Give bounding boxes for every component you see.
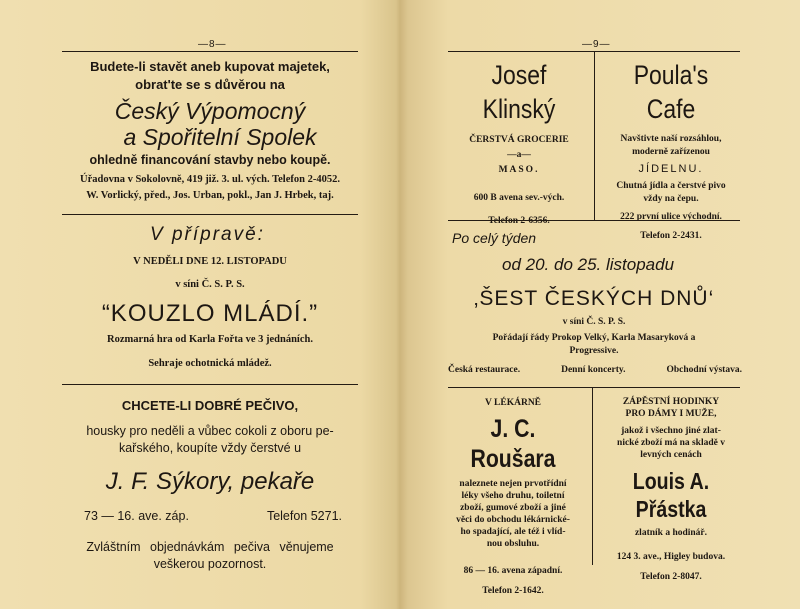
week-line3: v síni Č. S. P. S. [562,317,626,327]
watches-name: Louis A. Přástka [632,468,710,522]
ad3-line4: veškerou pozornost. [153,557,267,571]
right-page [402,0,800,609]
watches-l4: zlatník a hodinář. [634,528,708,538]
poula-line2: moderně zařízenou [632,147,710,157]
vertical-rule-top [594,51,595,221]
klinsky-line2: —a— [507,150,531,160]
ad-sest-ceskych-dnu [442,228,746,378]
watches-l2: nické zboží má na skladě v [617,438,725,448]
week-line1: Po celý týden [452,230,537,246]
page-number-right: —9— [582,39,611,50]
rule-right-1 [448,220,740,221]
pharmacy-name: J. C. Roušara [470,415,556,473]
ad-rousar-pharmacy [438,396,588,598]
ad1-line1: Budete-li stavět aneb kupovat majetek, [90,59,330,74]
ad3-heading: CHCETE-LI DOBRÉ PEČIVO, [121,398,299,413]
ad-sykora-bakery [62,396,358,573]
ad2-line2: v síni Č. S. P. S. [175,279,245,290]
ad3-name: J. F. Sýkory, pekaře [105,468,315,495]
ad-prastka-watches [596,396,746,584]
pharmacy-l6: nou obsluhu. [486,539,540,549]
poula-name: Poula's Cafe [633,60,709,124]
pharmacy-l5: ho spadající, ale též i vlíd- [460,527,566,537]
ad1-name2: a Spořitelní Spolek [123,124,317,150]
klinsky-name: Josef Klinský [482,60,556,124]
ad3-line3: Zvláštním objednávkám pečiva věnujeme [86,540,334,554]
poula-line5: vždy na čepu. [643,194,699,204]
pharmacy-address: 86 — 16. avena západní. [463,566,563,576]
pharmacy-l3: zboží, gumové zboží a jiné [460,503,566,513]
ad-klinsky [446,58,592,229]
week-item-concerts: Denní koncerty. [561,365,626,375]
ad2-heading: V přípravě: [150,224,265,245]
pharmacy-l1: naleznete nejen prvotřídní [459,479,567,489]
week-line5: Progressive. [569,346,619,356]
ad2-title: “KOUZLO MLÁDÍ.” [101,300,319,327]
watches-address: 124 3. ave., Higley budova. [616,552,726,562]
ad2-line1: V NEDĚLI DNE 12. LISTOPADU [133,256,287,267]
poula-line1: Navštivte naší rozsáhlou, [620,134,722,144]
poula-line3: JÍDELNU. [638,163,704,175]
ad-kouzlo-mladi [40,224,380,372]
klinsky-line3: MASO. [498,165,540,175]
week-line2: od 20. do 25. listopadu [502,255,675,274]
ad1-line5: W. Vorlický, před., Jos. Urban, pokl., Jan J. Hrbek, taj. [86,190,334,201]
poula-line4: Chutná jídla a čerstvé pivo [616,181,726,191]
watches-l1: jakož i všechno jiné zlat- [621,426,721,436]
ad1-line4: Úřadovna v Sokolovně, 419 již. 3. ul. vých. Telefon 2-4052. [80,174,340,185]
watches-line1: ZÁPĚSTNÍ HODINKY [622,397,720,407]
ad-cesky-vypomocny [40,58,380,203]
ad2-line4: Sehraje ochotnická mládež. [148,358,272,369]
rule-left-1 [62,214,358,215]
vertical-rule-bottom [592,387,593,565]
ad1-name1: Český Výpomocný [114,98,306,124]
ad2-line3: Rozmarná hra od Karla Fořta ve 3 jednáních. [107,334,313,345]
pharmacy-phone: Telefon 2-1642. [482,586,544,596]
ad3-phone: Telefon 5271. [266,509,342,523]
poula-address: 222 první ulice východní. [620,212,722,222]
week-item-restaurant: Česká restaurace. [448,365,521,375]
week-title: ‚ŠEST ČESKÝCH DNŮ‘ [473,287,715,310]
ad3-line2: kařského, koupíte vždy čerstvé u [118,441,302,455]
poula-phone: Telefon 2-2431. [640,231,702,241]
left-page [0,0,398,609]
klinsky-address: 600 B avena sev.-vých. [473,193,565,203]
ad3-address: 73 — 16. ave. záp. [84,509,189,523]
week-item-exhibition: Obchodní výstava. [666,365,742,375]
ad1-line2: obrat'te se s důvěrou na [135,77,285,92]
pharmacy-l2: léky všeho druhu, toiletní [461,491,565,501]
pharmacy-line1: V LÉKÁRNĚ [484,398,542,408]
ad3-line1: housky pro neděli a vůbec cokoli z oboru pe- [86,424,334,438]
watches-line2: PRO DÁMY I MUŽE, [625,409,717,419]
watches-l3: levných cenách [640,450,702,460]
top-rule-left [62,51,358,52]
week-line4: Pořádají řády Prokop Velký, Karla Masaryková a [492,333,696,343]
rule-right-2 [448,387,740,388]
ad-poulas-cafe [598,58,744,244]
pharmacy-l4: věci do obchodu lékárnické- [456,515,570,525]
watches-phone: Telefon 2-8047. [640,572,702,582]
ad1-line3: ohledně financování stavby nebo koupě. [89,153,331,167]
klinsky-phone: Telefon 2-6356. [488,216,550,226]
rule-left-2 [62,384,358,385]
page-number-left: —8— [198,39,227,50]
klinsky-line1: ČERSTVÁ GROCERIE [469,135,569,145]
